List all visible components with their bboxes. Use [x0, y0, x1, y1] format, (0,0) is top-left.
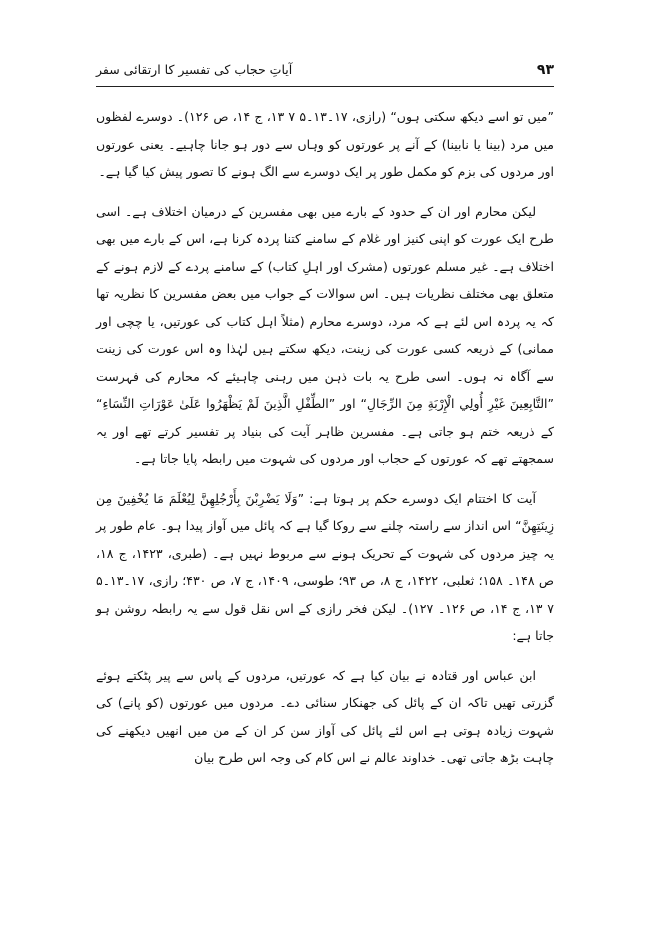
running-title: آیاتِ حجاب کی تفسیر کا ارتقائی سفر [96, 62, 293, 77]
paragraph: ”میں تو اسے دیکھ سکتی ہوں“ (رازی، ۱۷۔۱۳۔۵ ۷ ۱۳، ج ۱۴، ص ۱۲۶)۔ دوسرے لفظوں میں مرد (بینا یا نابینا) کے آنے پر عورتوں کو وہاں سے دور ہو جانا چاہیے۔ یعنی عورتوں اور مردوں کی بزم کو مکمل طور پر ایک دوسرے سے الگ ہونے کا تصور پیش کیا گیا ہے۔ [96, 109, 554, 179]
page-number: ۹۳ [536, 62, 554, 78]
header-rule [96, 86, 554, 87]
paragraph: لیکن محارم اور ان کے حدود کے بارے میں بھی مفسرین کے درمیان اختلاف ہے۔ اسی طرح ایک عورت کو اپنی کنیز اور غلام کے سامنے کتنا پردہ کرنا ہے، اس کے بارے میں بھی اختلاف ہے۔ غیر مسلم عورتوں (مشرک اور اہلِ کتاب) کے سامنے پردے کے لازم ہونے کے متعلق بھی مختلف نظریات ہیں۔ اس سوالات کے جواب میں بعض مفسرین کا نظریہ تھا کہ یہ پردہ اس لئے ہے کہ مرد، دوسرے محارم (مثلاً اہل کتاب کی عورتیں، یا چچی اور ممانی) کے ذریعہ کسی عورت کی زینت، دیکھ سکتے ہیں لہٰذا وہ اس عورت کی زینت سے آگاہ نہ ہوں۔ اسی طرح یہ بات ذہن میں رہنی چاہیئے کہ محارم کی فہرست ”التَّابِعِينَ غَيْرِ أُولِي الْإِرْبَةِ مِنَ الرِّجَالِ“ اور ”الطِّفْلِ الَّذِينَ لَمْ يَظْهَرُوا عَلَىٰ عَوْرَاتِ النِّسَاءِ“ کے ذریعہ ختم ہو جاتی ہے۔ مفسرین ظاہر آیت کی بنیاد پر تفسیر کرتے تھے اور یہ سمجھتے تھے کہ عورتوں کے حجاب اور مردوں کی شہوت میں رابطہ پایا جاتا ہے۔ [96, 203, 554, 466]
paragraph: آیت کا اختتام ایک دوسرے حکم پر ہوتا ہے: ”وَلَا يَضْرِبْنَ بِأَرْجُلِهِنَّ لِيُعْلَمَ مَا يُخْفِينَ مِن زِينَتِهِنَّ“ اس انداز سے راستہ چلنے سے روکا گیا ہے کہ پائل میں آواز پیدا ہو۔ عام طور پر یہ چیز مردوں کی شہوت کے تحریک ہونے سے مربوط نہیں ہے۔ (طبری، ۱۴۲۳، ج ۱۸، ص ۱۴۸۔ ۱۵۸؛ ثعلبی، ۱۴۲۲، ج ۸، ص ۹۳؛ طوسی، ۱۴۰۹، ج ۷، ص ۴۳۰؛ رازی، ۱۷۔۱۳۔۵ ۷ ۱۳، ج ۱۴، ص ۱۲۶۔ ۱۲۷)۔ لیکن فخر رازی کے اس نقل قول سے یہ رابطہ روشن ہو جاتا ہے: [96, 490, 554, 643]
paragraph: ابن عباس اور قتادہ نے بیان کیا ہے کہ عورتیں، مردوں کے پاس سے پیر پٹکتے ہوئے گزرتی تھیں تاکہ ان کے پائل کی جھنکار سنائی دے۔ مردوں میں عورتوں (کو پانے) کی شہوت زیادہ ہوتی ہے اس لئے پائل کی آواز سن کر ان کے من میں انھیں دیکھنے کی چاہت بڑھ جاتی تھی۔ خداوند عالم نے اس کام کی وجہ اس طرح بیان [96, 667, 554, 765]
page-header [96, 60, 554, 84]
body-text [96, 103, 554, 784]
